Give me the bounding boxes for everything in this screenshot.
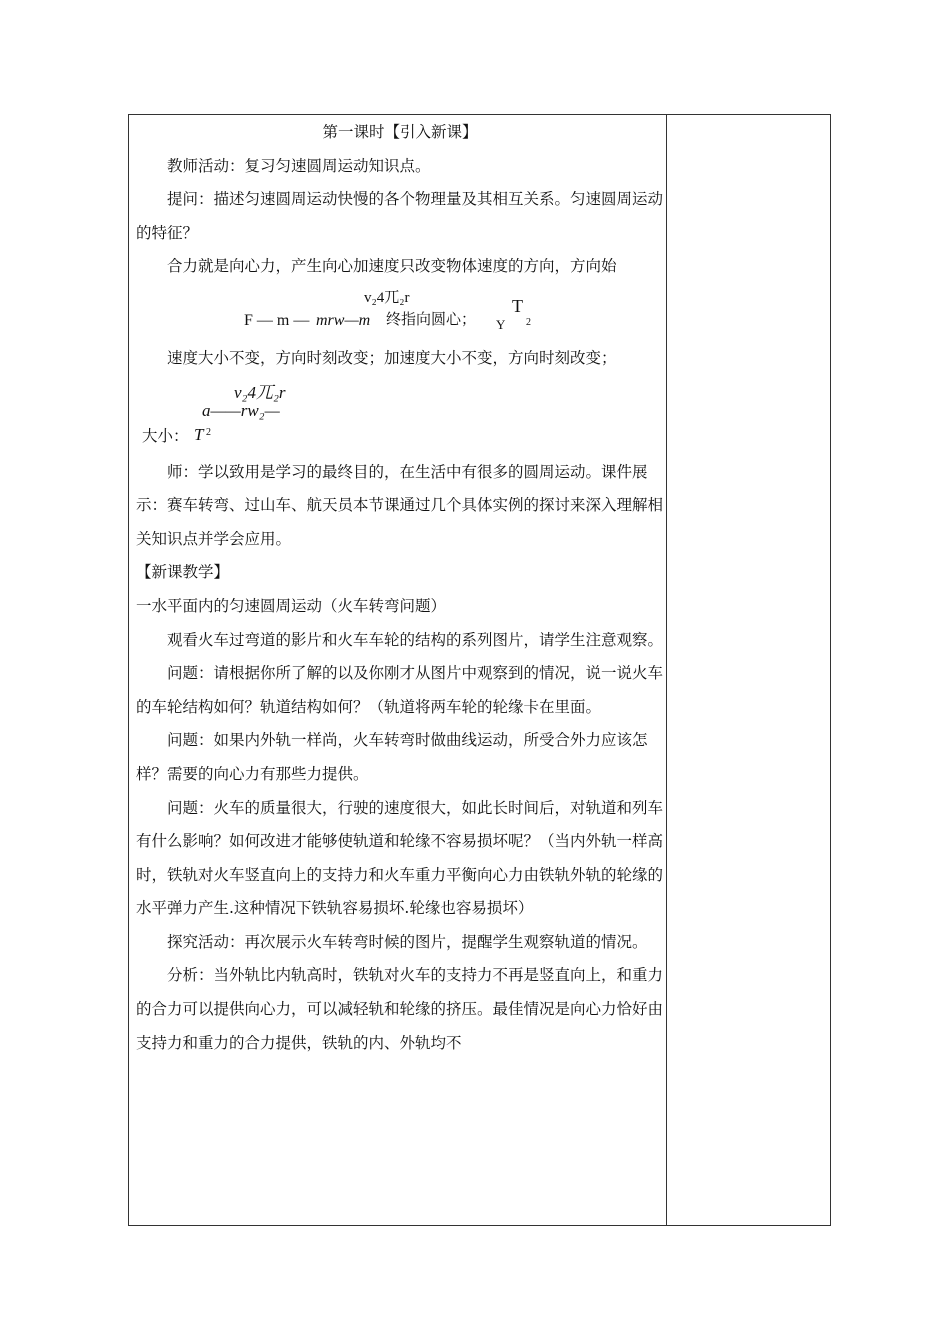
paragraph-teacher-activity: 教师活动：复习匀速圆周运动知识点。 <box>167 156 431 175</box>
paragraph-analysis: 分析：当外轨比内轨高时，铁轨对火车的支持力不再是竖直向上，和重力的合力可以提供向心力，可以减轻轨和轮缘的挤压。最佳情况是向心力恰好由支持力和重力的合力提供，铁轨的内、外轨均不 <box>136 966 664 1052</box>
table-column-divider <box>666 114 667 1226</box>
paragraph-question-wheel: 问题：请根据你所了解的以及你刚才从图片中观察到的情况，说一说火车的车轮结构如何？轨道结构如何？（轨道将两车轮的轮缘卡在里面。 <box>136 664 664 716</box>
formula1-tail-text: 终指向圆心； <box>386 311 477 328</box>
paragraph-explore-activity: 探究活动：再次展示火车转弯时候的图片，提醒学生观察轨道的情况。 <box>167 932 648 951</box>
formula2-numerator: v₂4兀₂r <box>234 382 286 402</box>
paragraph-teacher-application: 师：学以致用是学习的最终目的，在生活中有很多的圆周运动。课件展示：赛车转弯、过山车、航天员本节课通过几个具体实例的探讨来深入理解相关知识点并学会应用。 <box>136 462 664 548</box>
formula1-numerator: v₂4兀₂r <box>364 289 410 306</box>
lesson-content <box>136 116 664 1224</box>
paragraph-net-force: 合力就是向心力，产生向心加速度只改变物体速度的方向，方向始 <box>167 257 617 276</box>
paragraph-question-review: 提问：描述匀速圆周运动快慢的各个物理量及其相互关系。匀速圆周运动的特征？ <box>136 190 664 242</box>
formula1-main-mrw: mrw—m <box>316 311 371 329</box>
formula2-main: a——rw₂— <box>202 400 280 420</box>
section-new-lesson: 【新课教学】 <box>136 563 230 582</box>
paragraph-velocity-direction: 速度大小不变，方向时刻改变；加速度大小不变，方向时刻改变； <box>167 348 617 367</box>
subheading-train-turning: 一水平面内的匀速圆周运动（火车转弯问题） <box>136 596 447 615</box>
formula-centripetal-acceleration <box>136 376 664 456</box>
formula1-period-sub: 2 <box>526 316 531 328</box>
formula1-main-f: F — m — <box>244 311 310 329</box>
paragraph-question-damage: 问题：火车的质量很大，行驶的速度很大，如此长时间后，对轨道和列车有什么影响？如何改进才能够使轨道和轮缘不容易损坏呢？（当内外轨一样高时，铁轨对火车竖直向上的支持力和火车重力平衡向心力由铁轨外轨的轮缘的水平弹力产生.这种情况下铁轨容易损坏.轮缘也容易损坏） <box>136 798 664 918</box>
formula1-gamma: Y <box>496 316 506 332</box>
formula2-label: 大小： <box>142 427 189 445</box>
paragraph-question-track: 问题：如果内外轨一样尚，火车转弯时做曲线运动，所受合外力应该怎样？需要的向心力有那些力提供。 <box>136 731 648 783</box>
lesson-heading: 第一课时【引入新课】 <box>322 123 478 141</box>
formula2-period-t: T <box>194 424 204 444</box>
formula2-period-sup: 2 <box>206 426 211 438</box>
formula1-period-t: T <box>512 295 523 316</box>
formula-centripetal-force <box>136 284 664 342</box>
paragraph-watch-video: 观看火车过弯道的影片和火车车轮的结构的系列图片，请学生注意观察。 <box>167 630 664 649</box>
